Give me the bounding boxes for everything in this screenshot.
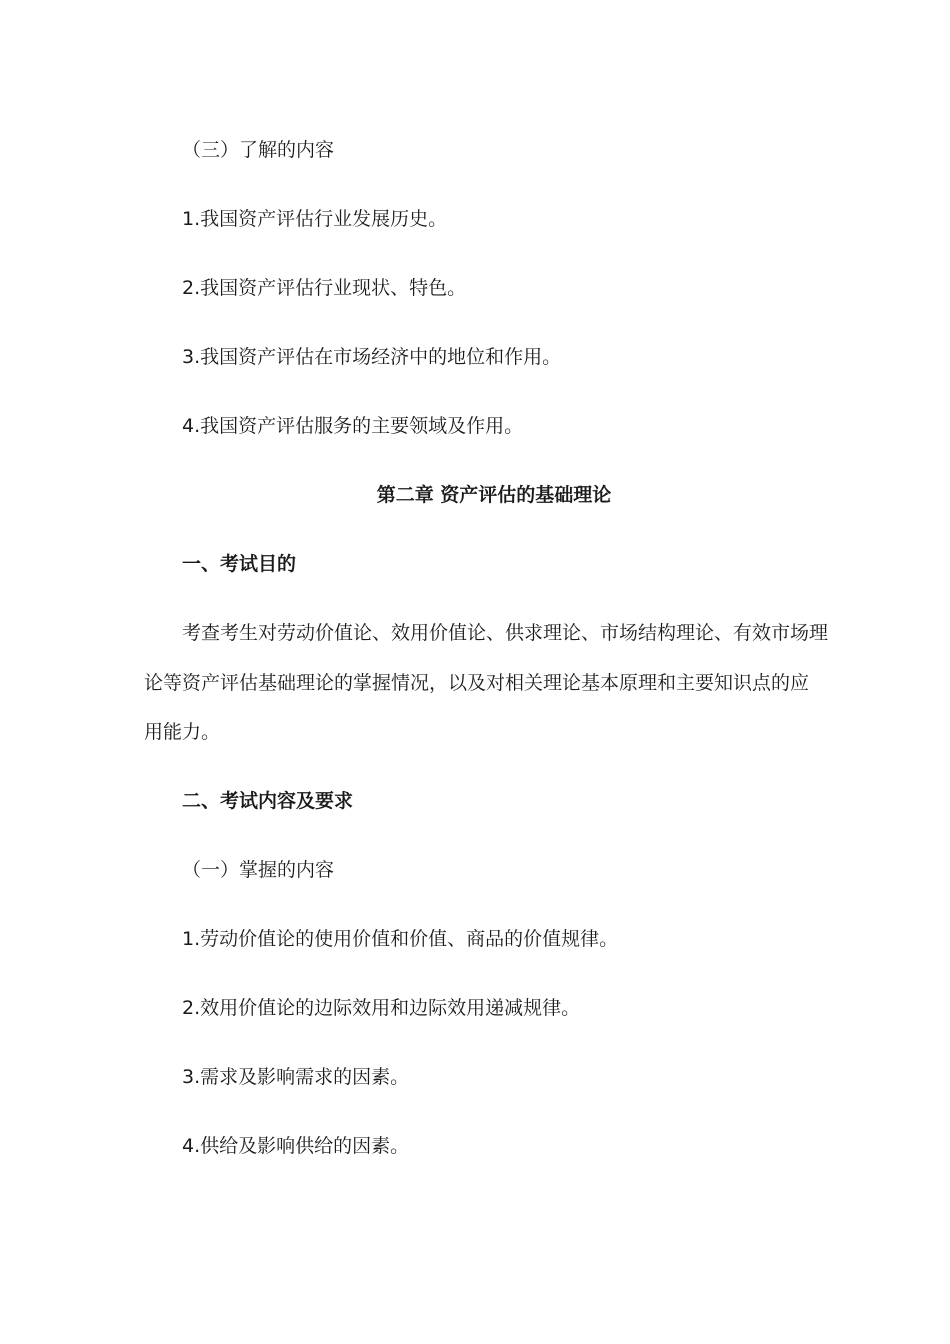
section-heading-content: 二、考试内容及要求 xyxy=(182,790,354,812)
paragraph-line: 用能力。 xyxy=(144,721,221,743)
paragraph-line: 论等资产评估基础理论的掌握情况，以及对相关理论基本原理和主要知识点的应 xyxy=(144,672,810,694)
list-item: 1.劳动价值论的使用价值和价值、商品的价值规律。 xyxy=(182,928,619,950)
list-item: 4.供给及影响供给的因素。 xyxy=(182,1135,410,1157)
list-item: 3.需求及影响需求的因素。 xyxy=(182,1066,410,1088)
list-item: 1.我国资产评估行业发展历史。 xyxy=(182,208,448,230)
list-item: 4.我国资产评估服务的主要领域及作用。 xyxy=(182,415,524,437)
section-heading-understand: （三）了解的内容 xyxy=(182,139,335,161)
list-item: 2.我国资产评估行业现状、特色。 xyxy=(182,277,467,299)
sub-heading-master: （一）掌握的内容 xyxy=(182,859,335,881)
chapter-title: 第二章 资产评估的基础理论 xyxy=(376,484,612,506)
list-item: 2.效用价值论的边际效用和边际效用递减规律。 xyxy=(182,997,581,1019)
paragraph-line: 考查考生对劳动价值论、效用价值论、供求理论、市场结构理论、有效市场理 xyxy=(182,622,829,644)
list-item: 3.我国资产评估在市场经济中的地位和作用。 xyxy=(182,346,562,368)
section-heading-purpose: 一、考试目的 xyxy=(182,553,297,575)
